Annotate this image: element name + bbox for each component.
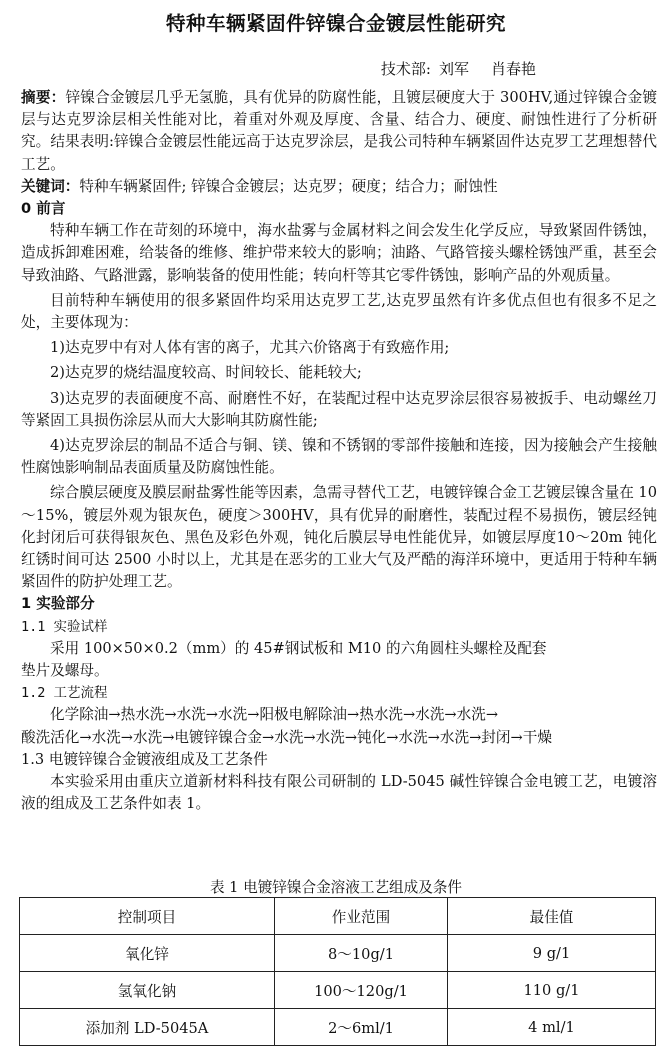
paragraph-intro-1: 特种车辆工作在苛刻的环境中，海水盐雾与金属材料之间会发生化学反应，导致紧固件锈蚀，造成拆卸难困难，给装备的维修、维护带来较大的影响；油路、气路管接头螺栓锈蚀严重，甚至会导致油路、气路泄露，影响装备的使用性能；转向杆等其它零件锈蚀，影响产品的外观质量。 <box>21 222 657 284</box>
table-cell: 2～6ml/1 <box>275 1009 448 1046</box>
abstract-label: 摘要： <box>21 89 66 106</box>
subsection-heading-1-3: 1.3 电镀锌镍合金镀液组成及工艺条件 <box>21 750 268 768</box>
section-heading-1: 1 实验部分 <box>21 595 95 613</box>
process-flow-line-1: 化学除油→热水洗→水洗→水洗→阳极电解除油→热水洗→水洗→水洗→ <box>50 706 499 724</box>
list-item-4: 4)达克罗涂层的制品不适合与铜、镁、镍和不锈钢的零部件接触和连接，因为接触会产生接触性腐蚀影响制品表面质量及防腐蚀性能。 <box>21 437 657 477</box>
table-cell: 110 g/1 <box>448 972 656 1009</box>
paper-title: 特种车辆紧固件锌镍合金镀层性能研究 <box>165 12 506 35</box>
table-row <box>20 972 656 1009</box>
keywords <box>21 176 657 198</box>
table-cell: 氧化锌 <box>20 935 275 972</box>
table-header-cell: 作业范围 <box>275 898 448 935</box>
keywords-label: 关键词： <box>21 177 80 195</box>
paragraph-bath: 本实验采用由重庆立道新材料科技有限公司研制的 LD-5045 碱性锌镍合金电镀工艺，电镀溶液的组成及工艺条件如表 1。 <box>21 773 657 813</box>
table-cell: 8～10g/1 <box>275 935 448 972</box>
author-name-2: 肖春艳 <box>490 60 536 78</box>
table-cell: 添加剂 LD-5045A <box>20 1009 275 1046</box>
abstract-text: 锌镍合金镀层几乎无氢脆，具有优异的防腐性能，且镀层硬度大于 300HV,通过锌镍合金镀层与达克罗涂层相关性能对比，着重对外观及厚度、含量、结合力、硬度、耐蚀性进行了分析研究。结果表明:锌镍合金镀层性能远高于达克罗涂层，是我公司特种车辆紧固件达克罗工艺理想替代工艺。 <box>21 89 657 173</box>
list-item-3: 3)达克罗的表面硬度不高、耐磨性不好，在装配过程中达克罗涂层很容易被扳手、电动螺丝刀等紧固工具损伤涂层从而大大影响其防腐性能; <box>21 389 657 429</box>
paragraph-specimen: 采用 100×50×0.2（mm）的 45#钢试板和 M10 的六角圆柱头螺栓及配套 <box>50 639 547 657</box>
keywords-text: 特种车辆紧固件; 锌镍合金镀层；达克罗；硬度；结合力；耐蚀性 <box>79 177 498 195</box>
process-flow-line-2: 酸洗活化→水洗→水洗→电镀锌镍合金→水洗→水洗→钝化→水洗→水洗→封闭→干燥 <box>21 728 552 746</box>
paragraph-specimen-cont: 垫片及螺母。 <box>21 662 109 680</box>
subsection-heading-1-2: 1.2 工艺流程 <box>21 685 108 702</box>
list-item-2: 2)达克罗的烧结温度较高、时间较长、能耗较大; <box>50 364 362 382</box>
table-cell: 4 ml/1 <box>448 1009 656 1046</box>
abstract <box>21 87 657 176</box>
table-row <box>20 1009 656 1046</box>
author-department: 技术部: <box>380 60 431 78</box>
table-header-cell: 控制项目 <box>20 898 275 935</box>
paragraph-intro-2: 目前特种车辆使用的很多紧固件均采用达克罗工艺,达克罗虽然有许多优点但也有很多不足之处，主要体现为： <box>21 291 657 332</box>
table-header-row <box>20 898 656 935</box>
table-cell: 100～120g/1 <box>275 972 448 1009</box>
paragraph-intro-3: 综合膜层硬度及膜层耐盐雾性能等因素，急需寻替代工艺，电镀锌镍合金工艺镀层镍含量在 10～15%，镀层外观为银灰色，硬度＞300HV，具有优异的耐磨性，装配过程不易损伤，镀层经钝化封闭后可获得银灰色、黑色及彩色外观，钝化后膜层导电性能优异，如镀层厚度10～20m 钝化红锈时间可达 2500 小时以上，尤其是在恶劣的工业大气及严酷的海洋环境中，更适用于特种车辆紧固件的防护处理工艺。 <box>21 484 657 591</box>
list-item-1: 1)达克罗中有对人体有害的离子，尤其六价铬离于有致癌作用; <box>50 339 450 357</box>
section-heading-0: 0 前言 <box>21 200 66 218</box>
paper-body <box>21 87 657 816</box>
table-header-cell: 最佳值 <box>448 898 656 935</box>
table-caption: 表 1 电镀锌镍合金溶液工艺组成及条件 <box>209 879 463 896</box>
author-name-1: 刘军 <box>438 60 469 78</box>
author-line <box>381 58 536 79</box>
table-cell: 氢氧化钠 <box>20 972 275 1009</box>
table-row <box>20 935 656 972</box>
subsection-heading-1-1: 1.1 实验试样 <box>21 618 108 635</box>
table-cell: 9 g/1 <box>448 935 656 972</box>
process-table <box>19 897 656 1046</box>
